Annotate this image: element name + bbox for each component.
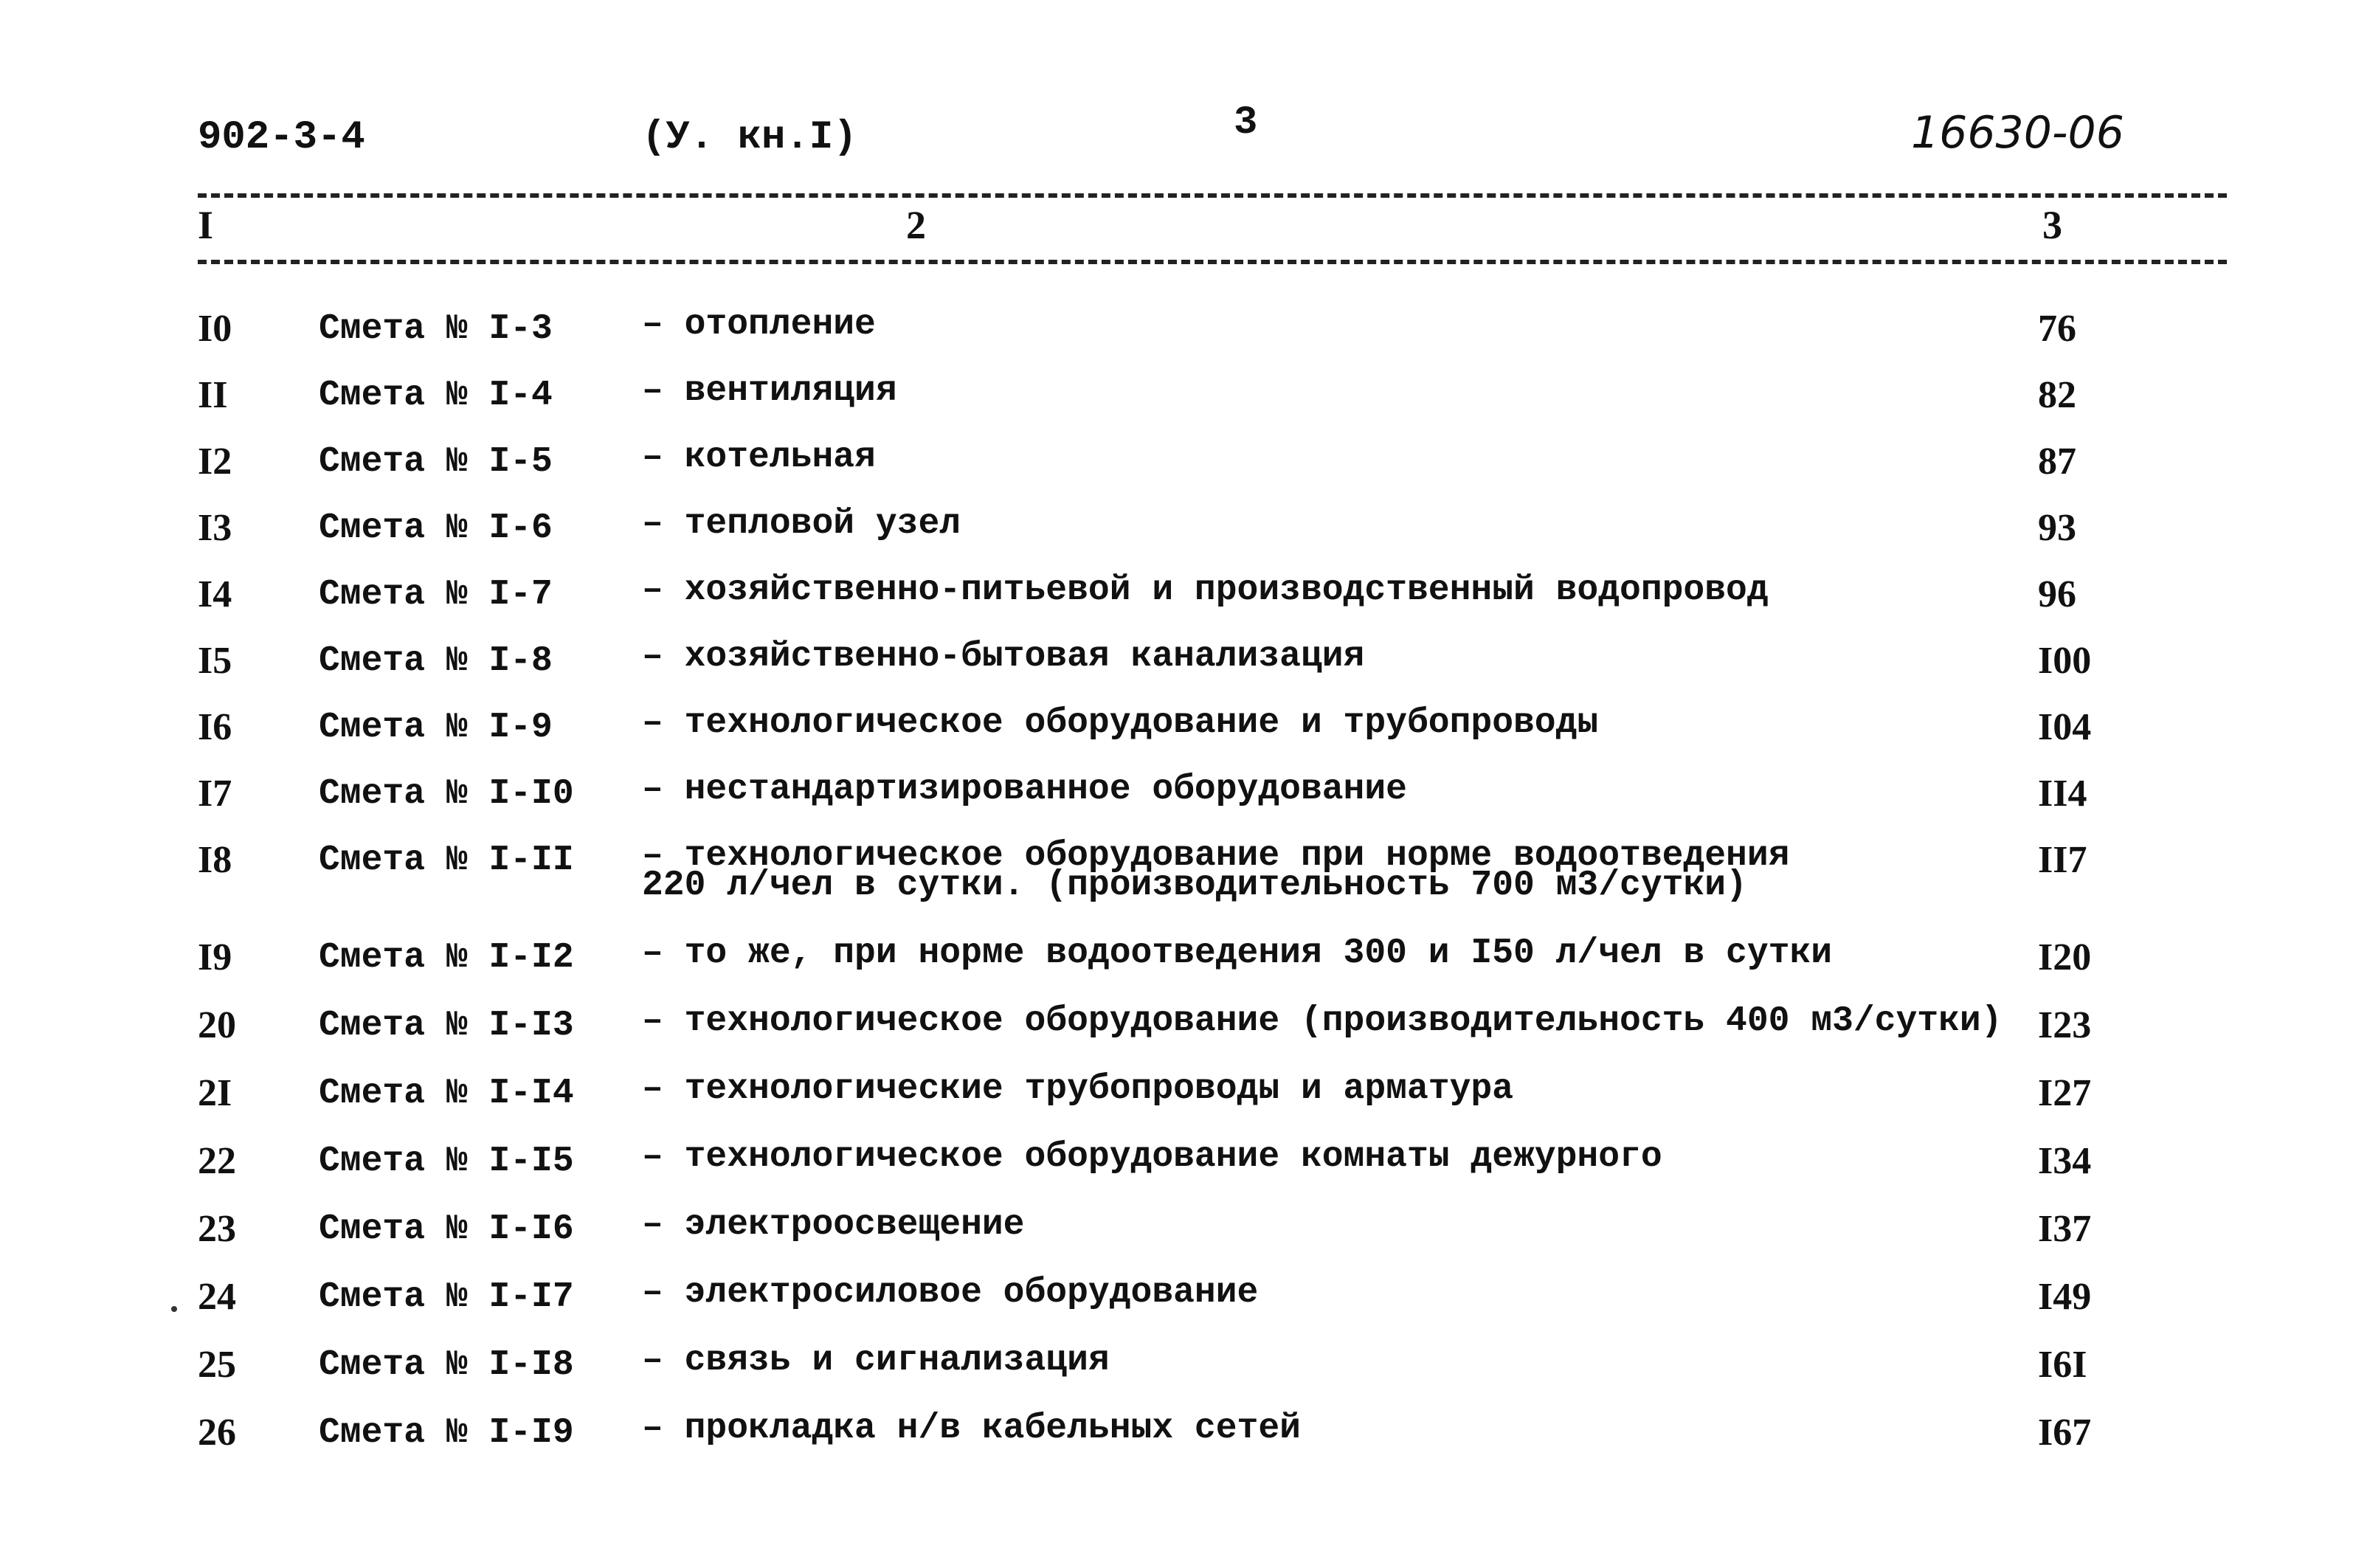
row-smeta: Смета № I-I7 bbox=[319, 1277, 574, 1317]
row-smeta: Смета № I-I3 bbox=[319, 1006, 574, 1046]
header-code: 902-3-4 bbox=[198, 115, 365, 160]
row-number: 20 bbox=[198, 1004, 236, 1046]
row-description: – технологическое оборудование комнаты дежурного bbox=[642, 1137, 1662, 1177]
row-description: – технологическое оборудование и трубопроводы bbox=[642, 703, 1599, 743]
row-smeta: Смета № I-3 bbox=[319, 309, 553, 349]
row-number: I7 bbox=[198, 773, 232, 815]
row-number: I0 bbox=[198, 308, 232, 350]
row-number: I3 bbox=[198, 507, 232, 549]
row-description: – электроосвещение bbox=[642, 1205, 1025, 1245]
row-page: I04 bbox=[2038, 706, 2092, 748]
row-page: I67 bbox=[2038, 1412, 2092, 1454]
row-number: 2I bbox=[198, 1072, 232, 1114]
row-page: II7 bbox=[2038, 839, 2087, 881]
row-number: 26 bbox=[198, 1412, 236, 1454]
row-description: – прокладка н/в кабельных сетей bbox=[642, 1409, 1301, 1448]
row-number: 22 bbox=[198, 1140, 236, 1182]
column-header-3: 3 bbox=[2042, 203, 2062, 247]
row-page: I34 bbox=[2038, 1140, 2092, 1182]
row-description: – котельная bbox=[642, 438, 876, 477]
row-number: I8 bbox=[198, 839, 232, 881]
row-page: 96 bbox=[2038, 573, 2076, 615]
row-description: – хозяйственно-бытовая канализация bbox=[642, 637, 1365, 677]
row-number: 24 bbox=[198, 1276, 236, 1318]
row-description: – хозяйственно-питьевой и производственный водопровод bbox=[642, 570, 1769, 610]
row-number: II bbox=[198, 374, 228, 416]
row-description: – нестандартизированное оборудование bbox=[642, 770, 1407, 809]
row-smeta: Смета № I-II bbox=[319, 840, 574, 880]
row-description: – вентиляция bbox=[642, 371, 897, 411]
row-smeta: Смета № I-I9 bbox=[319, 1413, 574, 1453]
row-smeta: Смета № I-I6 bbox=[319, 1209, 574, 1249]
row-number: I4 bbox=[198, 573, 232, 615]
row-page: I49 bbox=[2038, 1276, 2092, 1318]
row-smeta: Смета № I-I0 bbox=[319, 774, 574, 814]
row-page: I37 bbox=[2038, 1208, 2092, 1250]
row-smeta: Смета № I-7 bbox=[319, 575, 553, 615]
column-header-2: 2 bbox=[906, 203, 926, 247]
row-page: I6I bbox=[2038, 1344, 2087, 1386]
row-description: – то же, при норме водоотведения 300 и I50 л/чел в сутки bbox=[642, 933, 1833, 973]
row-smeta: Смета № I-9 bbox=[319, 708, 553, 747]
row-number: I9 bbox=[198, 936, 232, 978]
row-description: – технологическое оборудование при норме водоотведения 220 л/чел в сутки. (производительность 700 м3/сутки) bbox=[642, 836, 1790, 905]
row-smeta: Смета № I-4 bbox=[319, 376, 553, 415]
row-number: I6 bbox=[198, 706, 232, 748]
row-smeta: Смета № I-I8 bbox=[319, 1345, 574, 1385]
row-number: I2 bbox=[198, 441, 232, 483]
row-description: – технологические трубопроводы и арматура bbox=[642, 1069, 1513, 1109]
row-smeta: Смета № I-I4 bbox=[319, 1074, 574, 1113]
row-description: – отопление bbox=[642, 305, 876, 345]
row-description: – технологическое оборудование (производительность 400 м3/сутки) bbox=[642, 1001, 2003, 1041]
header-book: (У. кн.I) bbox=[642, 115, 857, 160]
row-number: 25 bbox=[198, 1344, 236, 1386]
row-description: – электросиловое оборудование bbox=[642, 1273, 1259, 1313]
row-page: II4 bbox=[2038, 773, 2087, 815]
scan-speck bbox=[171, 1306, 177, 1312]
row-number: 23 bbox=[198, 1208, 236, 1250]
column-header-1: I bbox=[198, 203, 214, 247]
row-page: I20 bbox=[2038, 936, 2092, 978]
row-page: 76 bbox=[2038, 308, 2076, 350]
row-page: I27 bbox=[2038, 1072, 2092, 1114]
row-description: – связь и сигнализация bbox=[642, 1341, 1110, 1381]
table-top-rule bbox=[198, 193, 2227, 198]
row-smeta: Смета № I-I5 bbox=[319, 1142, 574, 1181]
row-page: 93 bbox=[2038, 507, 2076, 549]
table-header-rule bbox=[198, 260, 2227, 264]
row-smeta: Смета № I-6 bbox=[319, 508, 553, 548]
row-number: I5 bbox=[198, 640, 232, 682]
row-page: 82 bbox=[2038, 374, 2076, 416]
header-page-number: 3 bbox=[1234, 100, 1258, 145]
row-smeta: Смета № I-5 bbox=[319, 442, 553, 482]
row-page: I23 bbox=[2038, 1004, 2092, 1046]
row-smeta: Смета № I-I2 bbox=[319, 938, 574, 978]
row-page: 87 bbox=[2038, 441, 2076, 483]
header-document-number: 16630-06 bbox=[1911, 107, 2124, 159]
row-description: – тепловой узел bbox=[642, 504, 961, 544]
row-page: I00 bbox=[2038, 640, 2092, 682]
row-smeta: Смета № I-8 bbox=[319, 641, 553, 681]
